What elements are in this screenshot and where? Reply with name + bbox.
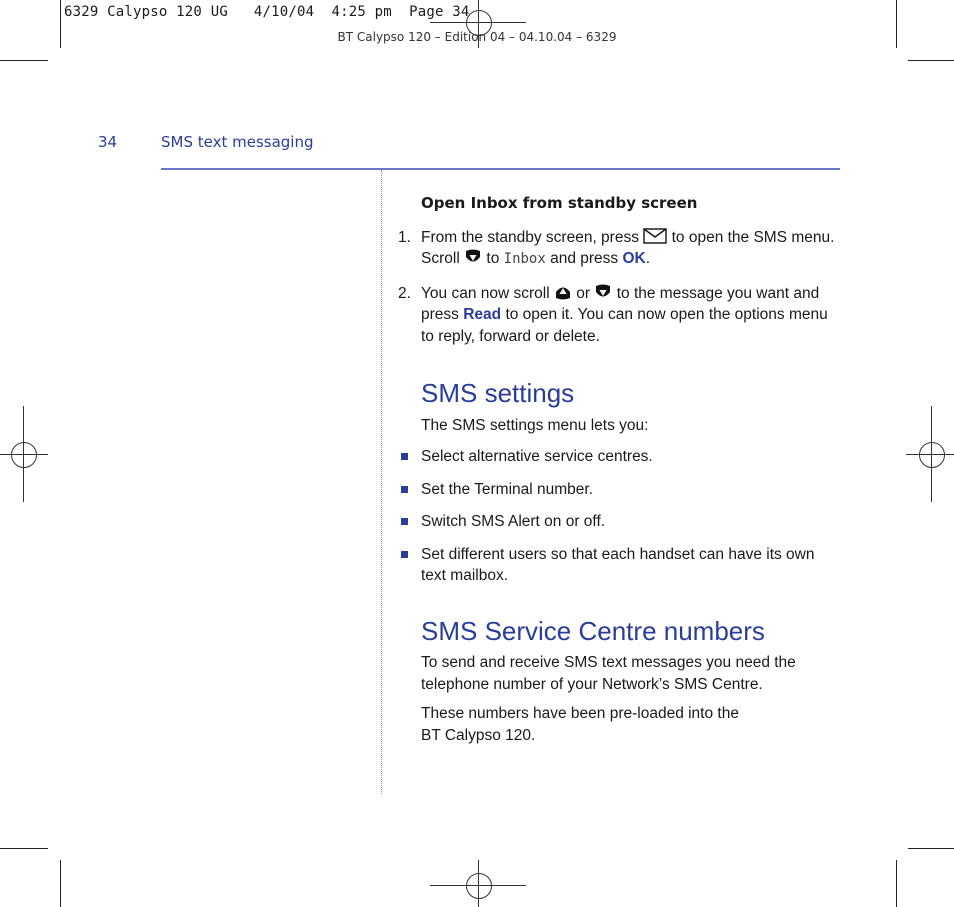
list-item <box>396 446 841 468</box>
column-divider <box>381 170 382 794</box>
nav-down-icon <box>464 248 482 266</box>
service-centre-para: These numbers have been pre-loaded into the BT Calypso 120. <box>421 705 739 744</box>
nav-up-icon <box>554 283 572 301</box>
bullet-square-icon <box>401 518 408 525</box>
main-content <box>396 193 841 756</box>
list-item <box>396 283 841 348</box>
step-text: and press <box>550 250 619 267</box>
page-number: 34 <box>98 133 118 151</box>
read-key-label: Read <box>463 306 502 323</box>
print-slug: 6329 Calypso 120 UG 4/10/04 4:25 pm Page 34 <box>64 4 470 20</box>
registration-mark-icon <box>0 406 48 502</box>
crop-mark <box>0 60 48 61</box>
step-number: 1. <box>398 228 411 246</box>
inbox-heading: Open Inbox from standby screen <box>421 194 698 212</box>
bullet-text: Set the Terminal number. <box>421 480 594 498</box>
step-text: to the message you want and press <box>421 284 820 323</box>
crop-mark <box>908 60 954 61</box>
list-item <box>396 227 841 271</box>
header-rule <box>161 168 840 170</box>
nav-down-icon <box>594 283 612 301</box>
bullet-text: Switch SMS Alert on or off. <box>421 513 606 530</box>
sms-settings-intro: The SMS settings menu lets you: <box>421 416 649 434</box>
list-item <box>396 511 841 533</box>
crop-mark <box>896 860 897 907</box>
bullet-text: Select alternative service centres. <box>421 448 653 465</box>
bullet-square-icon <box>401 551 408 558</box>
lcd-menu-item: Inbox <box>503 251 546 267</box>
step-text: . <box>645 250 651 267</box>
edition-line: BT Calypso 120 – Edition 04 – 04.10.04 – 6329 <box>337 30 617 44</box>
step-number: 2. <box>398 284 411 302</box>
sms-settings-title: SMS settings <box>421 378 575 408</box>
step-text: to <box>486 250 500 267</box>
step-text: or <box>576 284 591 302</box>
registration-mark-icon <box>430 860 526 907</box>
list-item <box>396 479 841 501</box>
registration-mark-icon <box>906 406 954 502</box>
step-text: From the standby screen, press <box>421 228 639 246</box>
step-text: to open it. You can now open the options menu to reply, forward or delete. <box>421 306 828 345</box>
section-title: SMS text messaging <box>161 133 314 151</box>
service-centre-para: To send and receive SMS text messages you need the telephone number of your Network’s SMS Centre. <box>421 654 796 693</box>
service-centre-title: SMS Service Centre numbers <box>421 615 765 646</box>
bullet-square-icon <box>401 453 408 460</box>
crop-mark <box>908 848 954 849</box>
envelope-icon <box>643 228 667 244</box>
crop-mark <box>60 860 61 907</box>
list-item <box>396 544 841 587</box>
crop-mark <box>0 848 48 849</box>
ok-key-label: OK <box>622 250 646 267</box>
bullet-text: Set different users so that each handset can have its own text mailbox. <box>421 545 815 584</box>
step-text: You can now scroll <box>421 284 550 302</box>
bullet-square-icon <box>401 486 408 493</box>
step-text: to open the SMS menu. Scroll <box>421 228 835 267</box>
